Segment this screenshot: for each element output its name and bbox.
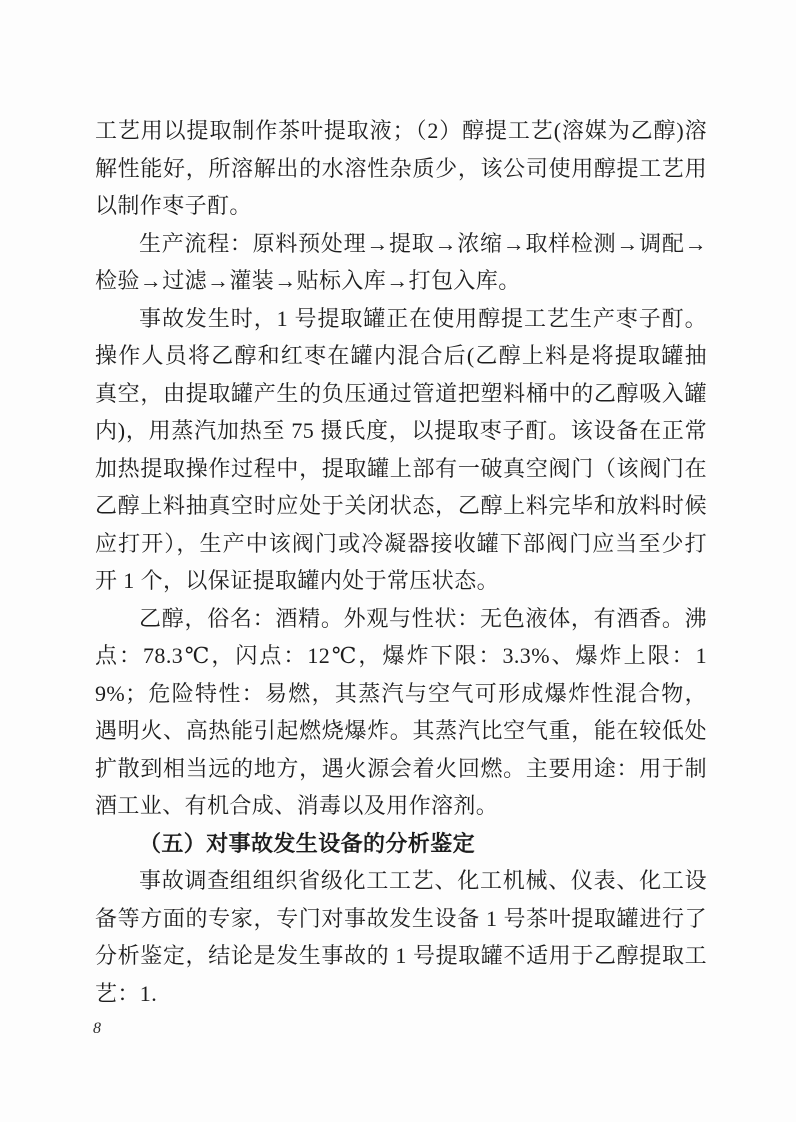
paragraph-accident-description: 事故发生时，1 号提取罐正在使用醇提工艺生产枣子酊。操作人员将乙醇和红枣在罐内混合后(乙醇上料是将提取罐抽真空，由提取罐产生的负压通过管道把塑料桶中的乙醇吸入罐内)，用蒸汽加热至 75 摄氏度，以提取枣子酊。该设备在正常加热提取操作过程中，提取罐上部有一破真空阀门（该阀门在乙醇上料抽真空时应处于关闭状态，乙醇上料完毕和放料时候应打开），生产中该阀门或冷凝器接收罐下部阀门应当至少打开 1 个，以保证提取罐内处于常压状态。 (95, 305, 707, 593)
paragraph-ethanol-properties: 乙醇，俗名：酒精。外观与性状：无色液体，有酒香。沸点：78.3℃，闪点：12℃，爆炸下限：3.3%、爆炸上限：19%；危险特性：易燃，其蒸汽与空气可形成爆炸性混合物，遇明火、高热能引起燃烧爆炸。其蒸汽比空气重，能在较低处扩散到相当远的地方，遇火源会着火回燃。主要用途：用于制酒工业、有机合成、消毒以及用作溶剂。 (95, 605, 707, 818)
page-number: 8 (93, 1020, 101, 1037)
section-heading: （五）对事故发生设备的分析鉴定 (139, 830, 476, 856)
paragraph-production-flow: 生产流程：原料预处理→提取→浓缩→取样检测→调配→检验→过滤→灌装→贴标入库→打包入库。 (95, 230, 707, 293)
page-content (95, 112, 707, 1012)
paragraph-continuation: 工艺用以提取制作茶叶提取液；（2）醇提工艺(溶媒为乙醇)溶解性能好，所溶解出的水溶性杂质少，该公司使用醇提工艺用以制作枣子酊。 (95, 118, 707, 218)
paragraph-expert-analysis: 事故调查组组织省级化工工艺、化工机械、仪表、化工设备等方面的专家，专门对事故发生设备 1 号茶叶提取罐进行了分析鉴定，结论是发生事故的 1 号提取罐不适用于乙醇提取工艺：1. (95, 868, 707, 1006)
